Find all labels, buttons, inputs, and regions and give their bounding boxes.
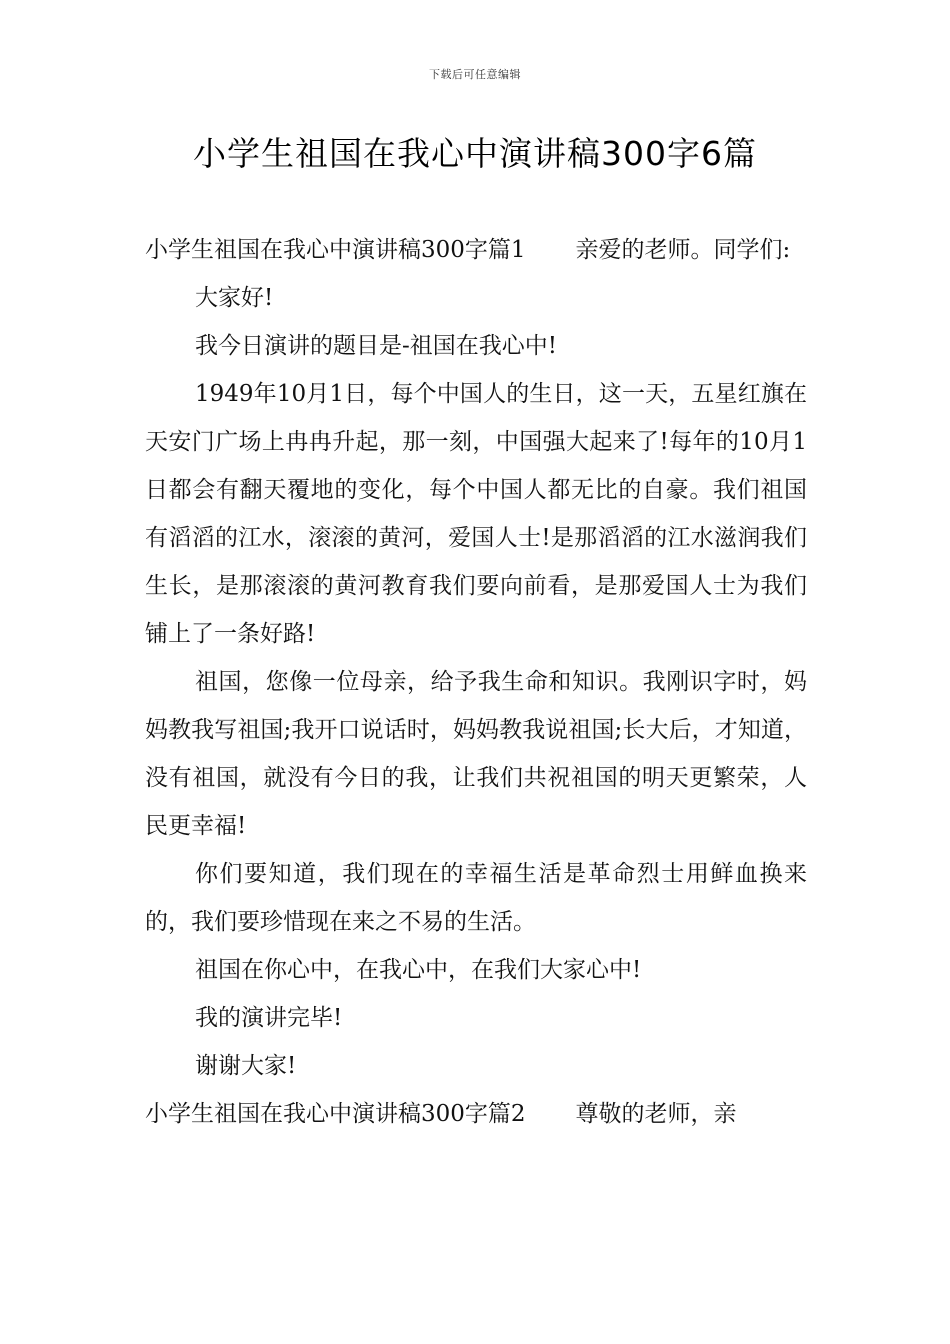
section-greeting-1: 亲爱的老师。同学们: [575,237,791,263]
paragraph: 我的演讲完毕! [195,1005,343,1031]
paragraph: 1949年10月1日，每个中国人的生日，这一天，五星红旗在天安门广场上冉冉升起，那一刻，中国强大起来了!每年的10月1日都会有翻天覆地的变化，每个中国人都无比的自豪。我们祖国有滔滔的江水，滚滚的黄河，爱国人士!是那滔滔的江水滋润我们生长，是那滚滚的黄河教育我们要向前看，是那爱国人士为我们铺上了一条好路! [145,381,807,647]
paragraph: 你们要知道，我们现在的幸福生活是革命烈士用鲜血换来的，我们要珍惜现在来之不易的生活。 [145,861,807,935]
document-title: 小学生祖国在我心中演讲稿300字6篇 [193,134,757,173]
paragraph: 大家好! [195,285,274,311]
paragraph: 祖国在你心中，在我心中，在我们大家心中! [195,957,642,983]
paragraph: 祖国，您像一位母亲，给予我生命和知识。我刚识字时，妈妈教我写祖国;我开口说话时，妈妈教我说祖国;长大后，才知道，没有祖国，就没有今日的我，让我们共祝祖国的明天更繁荣，人民更幸福! [145,669,807,839]
paragraph: 谢谢大家! [195,1053,297,1079]
section-heading-2 [145,1090,807,1138]
paragraph: 我今日演讲的题目是-祖国在我心中! [195,333,558,359]
section-heading-1 [145,226,807,274]
header-note: 下载后可任意编辑 [429,68,521,81]
section-title-1: 小学生祖国在我心中演讲稿300字篇1 [145,237,526,263]
section-title-2: 小学生祖国在我心中演讲稿300字篇2 [145,1101,526,1127]
document-body [145,226,807,1138]
section-greeting-2: 尊敬的老师，亲 [575,1101,737,1127]
